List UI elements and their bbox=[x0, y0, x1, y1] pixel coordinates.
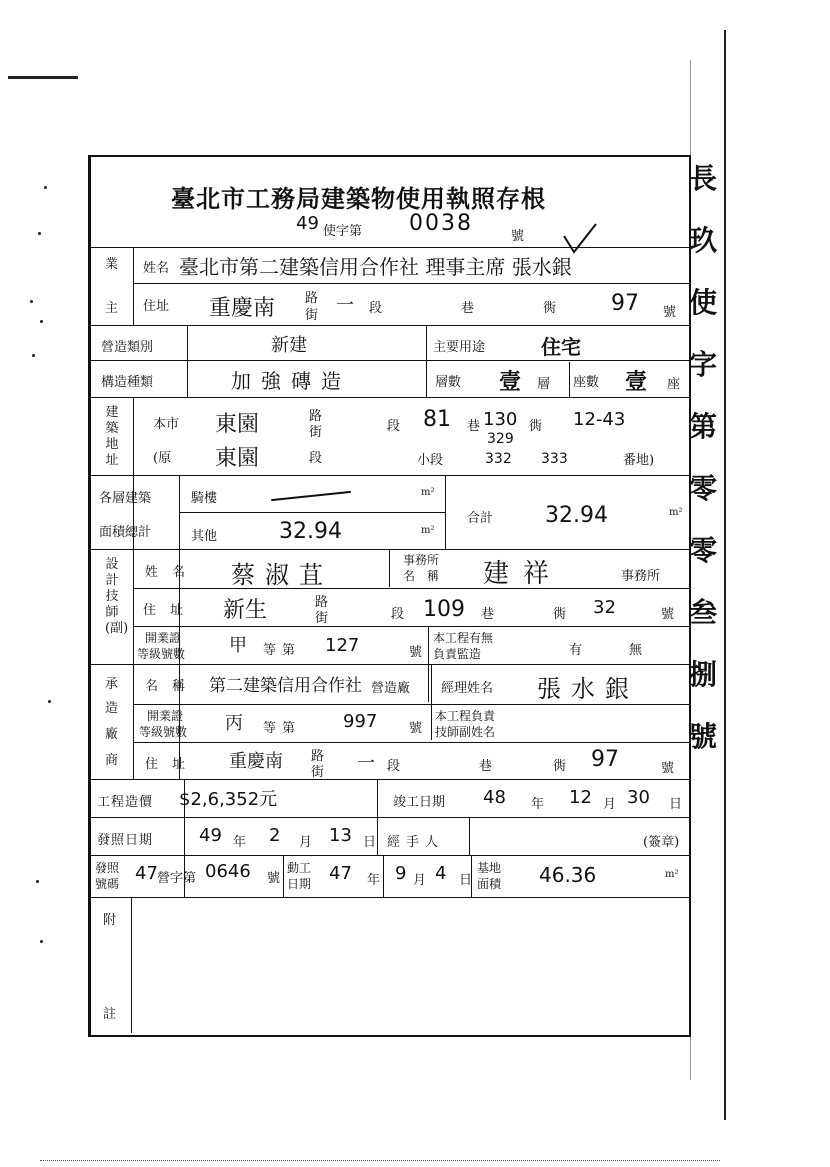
contractor-address: 重慶南 bbox=[229, 751, 283, 772]
rule bbox=[91, 664, 689, 665]
contractor-label-2: 造 bbox=[105, 701, 119, 716]
scan-border-bottom bbox=[40, 1160, 720, 1161]
rule bbox=[91, 325, 689, 326]
owner-section-label: 段 bbox=[369, 301, 383, 316]
office-suffix: 事務所 bbox=[621, 569, 661, 584]
supervise-label-1: 本工程有無 bbox=[433, 631, 494, 645]
contractor-section-label: 段 bbox=[387, 759, 401, 774]
issue-month-label: 月 bbox=[299, 835, 313, 850]
site-lane-label: 巷 bbox=[467, 419, 481, 434]
issue-day-label: 日 bbox=[363, 835, 377, 850]
main-use-label: 主要用途 bbox=[433, 340, 486, 355]
scan-speck bbox=[48, 700, 51, 703]
arcade-label: 騎樓 bbox=[191, 491, 218, 506]
designer-name-label: 姓名 bbox=[145, 565, 200, 580]
scan-speck bbox=[40, 940, 43, 943]
contractor-name-label: 名稱 bbox=[145, 679, 200, 694]
designer-street-label: 街 bbox=[315, 611, 329, 626]
cost-label: 工程造價 bbox=[97, 795, 154, 810]
rule bbox=[179, 475, 180, 549]
side-text: 長 玖 使 字 第 零 零 叁 捌 號 bbox=[688, 162, 717, 753]
other-area: 32.94 bbox=[279, 519, 342, 544]
designer-address: 新生 bbox=[223, 598, 268, 623]
remarks-label-bottom: 註 bbox=[103, 1007, 117, 1022]
completion-month: 12 bbox=[569, 787, 592, 808]
arcade-unit: m² bbox=[421, 487, 435, 498]
rule bbox=[445, 475, 446, 549]
form-title: 臺北市工務局建築物使用執照存根 bbox=[171, 184, 546, 213]
designer-section-label: 段 bbox=[391, 607, 405, 622]
designer-number: 32 bbox=[593, 597, 616, 618]
structure-type: 加強磚造 bbox=[231, 369, 351, 393]
designer-road-label: 路 bbox=[315, 595, 329, 610]
contractor-number-label: 號 bbox=[661, 761, 675, 776]
site-subsection-label: 小段 bbox=[417, 453, 444, 468]
tech-label-1: 本工程負責 bbox=[435, 709, 496, 723]
permit-no-suffix: 號 bbox=[267, 871, 281, 886]
scan-speck bbox=[44, 186, 47, 189]
rule bbox=[389, 549, 390, 587]
seal-label: (簽章) bbox=[643, 835, 680, 850]
arcade-blank-stroke bbox=[271, 491, 351, 501]
designer-license: 127 bbox=[325, 635, 360, 656]
designer-alley-label: 衖 bbox=[553, 607, 567, 622]
permit-no-year: 47 bbox=[135, 863, 158, 884]
rule bbox=[91, 855, 689, 856]
site-lot-1: 329 bbox=[487, 431, 514, 447]
total-area: 32.94 bbox=[545, 503, 608, 528]
issue-year: 49 bbox=[199, 825, 222, 846]
rule bbox=[91, 779, 689, 780]
owner-alley-label: 衖 bbox=[543, 301, 557, 316]
supervise-no: 無 bbox=[629, 643, 643, 658]
rule bbox=[377, 779, 378, 855]
start-year: 47 bbox=[329, 863, 352, 884]
issue-day: 13 bbox=[329, 825, 352, 846]
permit-year: 49 bbox=[296, 213, 319, 234]
contractor-grade: 丙 bbox=[225, 713, 243, 734]
scan-border-left bbox=[8, 76, 78, 79]
permit-suffix: 號 bbox=[511, 229, 525, 244]
rule bbox=[469, 817, 470, 855]
rule bbox=[91, 360, 689, 361]
total-label: 合計 bbox=[467, 511, 494, 526]
permit-no-label-2: 號碼 bbox=[95, 877, 120, 891]
scan-speck bbox=[30, 300, 33, 303]
blocks-label: 座數 bbox=[573, 375, 600, 390]
site-lane: 130 bbox=[483, 409, 518, 430]
completion-month-label: 月 bbox=[603, 797, 617, 812]
start-year-label: 年 bbox=[367, 873, 381, 888]
issue-date-label: 發照日期 bbox=[97, 833, 154, 848]
construction-type-label: 營造類別 bbox=[101, 340, 154, 355]
permit-number: 0038 bbox=[409, 211, 473, 236]
owner-label-2: 主 bbox=[105, 301, 119, 316]
completion-year-label: 年 bbox=[531, 797, 545, 812]
remarks-label-top: 附 bbox=[103, 913, 117, 928]
owner-name-label: 姓名 bbox=[143, 261, 170, 276]
owner-road-label: 路 bbox=[305, 291, 319, 306]
rule bbox=[428, 626, 429, 702]
designer-grade: 甲 bbox=[229, 635, 247, 656]
contractor-grade-label: 等第 bbox=[263, 721, 302, 736]
rule bbox=[133, 588, 689, 589]
permit-type: 使字第 bbox=[323, 224, 363, 239]
permit-no-label-1: 發照 bbox=[95, 861, 120, 875]
designer-lane: 109 bbox=[423, 597, 465, 622]
block-unit: 座 bbox=[667, 377, 681, 392]
scan-border-right bbox=[724, 30, 726, 1120]
rule bbox=[283, 855, 284, 897]
site-street-label: 街 bbox=[309, 425, 323, 440]
main-use: 住宅 bbox=[541, 335, 581, 359]
rule bbox=[91, 247, 689, 248]
site-lot-3: 333 bbox=[541, 451, 568, 467]
office-name: 建祥 bbox=[483, 559, 564, 589]
issue-year-label: 年 bbox=[233, 835, 247, 850]
contractor-number: 97 bbox=[591, 747, 619, 772]
completion-label: 竣工日期 bbox=[393, 795, 446, 810]
scan-speck bbox=[32, 354, 35, 357]
rule bbox=[133, 626, 689, 627]
floors-label: 層數 bbox=[435, 375, 462, 390]
rule bbox=[569, 362, 570, 397]
blocks: 壹 bbox=[625, 370, 648, 395]
designer-group-label: 設計技師(副) bbox=[105, 557, 129, 636]
rule bbox=[431, 664, 432, 740]
floor-unit: 層 bbox=[537, 377, 551, 392]
rule bbox=[179, 549, 180, 779]
contractor-name: 第二建築信用合作社 bbox=[209, 676, 362, 696]
rule bbox=[383, 855, 384, 897]
rule bbox=[91, 897, 689, 898]
scan-speck bbox=[38, 232, 41, 235]
start-day-label: 日 bbox=[459, 873, 473, 888]
contractor-road-label: 路 bbox=[311, 749, 325, 764]
scan-speck bbox=[36, 880, 39, 883]
rule bbox=[133, 742, 689, 743]
completion-year: 48 bbox=[483, 787, 506, 808]
contractor-name-suffix: 營造廠 bbox=[371, 681, 411, 696]
site-lot-label: 番地) bbox=[623, 453, 655, 468]
owner-label-1: 業 bbox=[105, 257, 119, 272]
scan-speck bbox=[40, 320, 43, 323]
contractor-license-label-2: 等級號數 bbox=[139, 725, 188, 739]
rule bbox=[133, 283, 689, 284]
rule bbox=[179, 512, 445, 513]
manager-label: 經理姓名 bbox=[441, 681, 494, 696]
contractor-license-label-1: 開業證 bbox=[147, 709, 184, 723]
contractor-section: 一 bbox=[357, 753, 375, 774]
office-label-1: 事務所 bbox=[403, 553, 440, 567]
contractor-address-label: 住址 bbox=[145, 757, 200, 772]
area-group-label-2: 面積總計 bbox=[99, 525, 152, 540]
designer-name: 蔡淑苴 bbox=[231, 561, 333, 589]
designer-number-label: 號 bbox=[661, 607, 675, 622]
completion-day-label: 日 bbox=[669, 797, 683, 812]
rule bbox=[91, 475, 689, 476]
handler-label: 經手人 bbox=[387, 835, 445, 850]
base-area: 46.36 bbox=[539, 863, 597, 887]
completion-day: 30 bbox=[627, 787, 650, 808]
start-label-1: 動工 bbox=[287, 861, 312, 875]
supervise-yes: 有 bbox=[569, 643, 583, 658]
contractor-label-4: 商 bbox=[105, 753, 119, 768]
rule bbox=[91, 817, 689, 818]
total-unit: m² bbox=[669, 507, 683, 518]
start-month-label: 月 bbox=[413, 873, 427, 888]
contractor-lane-label: 巷 bbox=[479, 759, 493, 774]
site-orig-label: (原 bbox=[153, 451, 172, 466]
site-road-label: 路 bbox=[309, 409, 323, 424]
site-lot-2: 332 bbox=[485, 451, 512, 467]
contractor-license-suffix: 號 bbox=[409, 721, 423, 736]
owner-street-label: 街 bbox=[305, 308, 319, 323]
contractor-label-1: 承 bbox=[105, 677, 119, 692]
construction-type: 新建 bbox=[271, 335, 307, 356]
area-group-label-1: 各層建築 bbox=[99, 491, 152, 506]
floors: 壹 bbox=[499, 370, 522, 395]
site-road: 東園 bbox=[215, 412, 260, 437]
check-mark-icon bbox=[562, 222, 598, 258]
other-unit: m² bbox=[421, 525, 435, 536]
base-unit: m² bbox=[665, 869, 679, 880]
rule bbox=[131, 897, 132, 1033]
designer-license-suffix: 號 bbox=[409, 645, 423, 660]
permit-form bbox=[88, 155, 691, 1037]
base-label-1: 基地 bbox=[477, 861, 502, 875]
rule bbox=[133, 247, 134, 325]
permit-no-type: 營字第 bbox=[157, 871, 197, 886]
manager-name: 張水銀 bbox=[537, 675, 639, 703]
start-day: 4 bbox=[435, 863, 447, 884]
owner-address-label: 住址 bbox=[143, 299, 170, 314]
site-number: 12-43 bbox=[573, 409, 626, 430]
owner-section: 一 bbox=[336, 295, 354, 316]
contractor-alley-label: 衖 bbox=[553, 759, 567, 774]
designer-grade-label: 等第 bbox=[263, 643, 302, 658]
tech-label-2: 技師副姓名 bbox=[435, 725, 496, 739]
site-section-label: 段 bbox=[387, 419, 401, 434]
contractor-street-label: 街 bbox=[311, 765, 325, 780]
owner-name: 臺北市第二建築信用合作社 理事主席 張水銀 bbox=[179, 255, 572, 279]
designer-lane-label: 巷 bbox=[481, 607, 495, 622]
supervise-label-2: 負責監造 bbox=[433, 647, 482, 661]
site-section: 81 bbox=[423, 407, 451, 432]
rule bbox=[91, 397, 689, 398]
rule bbox=[133, 397, 134, 779]
site-city-label: 本市 bbox=[153, 417, 180, 432]
site-alley-label: 衖 bbox=[529, 419, 543, 434]
cost-value: $2,6,352元 bbox=[179, 789, 278, 810]
owner-number-label: 號 bbox=[663, 305, 677, 320]
other-label: 其他 bbox=[191, 529, 218, 544]
base-label-2: 面積 bbox=[477, 877, 502, 891]
rule bbox=[91, 549, 689, 550]
designer-license-label-1: 開業證 bbox=[145, 631, 182, 645]
owner-lane-label: 巷 bbox=[461, 301, 475, 316]
site-orig-section-label: 段 bbox=[309, 451, 323, 466]
office-label-2: 名稱 bbox=[403, 569, 452, 583]
rule bbox=[426, 325, 427, 397]
designer-address-label: 住址 bbox=[143, 603, 198, 618]
site-group-label: 建築地址 bbox=[105, 405, 119, 468]
rule bbox=[133, 704, 689, 705]
designer-license-label-2: 等級號數 bbox=[137, 647, 186, 661]
site-orig: 東園 bbox=[215, 446, 260, 471]
contractor-label-3: 廠 bbox=[105, 727, 119, 742]
issue-month: 2 bbox=[269, 825, 281, 846]
rule bbox=[187, 325, 188, 397]
start-label-2: 日期 bbox=[287, 877, 312, 891]
contractor-license: 997 bbox=[343, 711, 378, 732]
owner-address: 重慶南 bbox=[209, 296, 276, 321]
start-month: 9 bbox=[395, 863, 407, 884]
permit-no-number: 0646 bbox=[205, 861, 251, 882]
structure-label: 構造種類 bbox=[101, 375, 154, 390]
owner-number: 97 bbox=[611, 291, 639, 316]
